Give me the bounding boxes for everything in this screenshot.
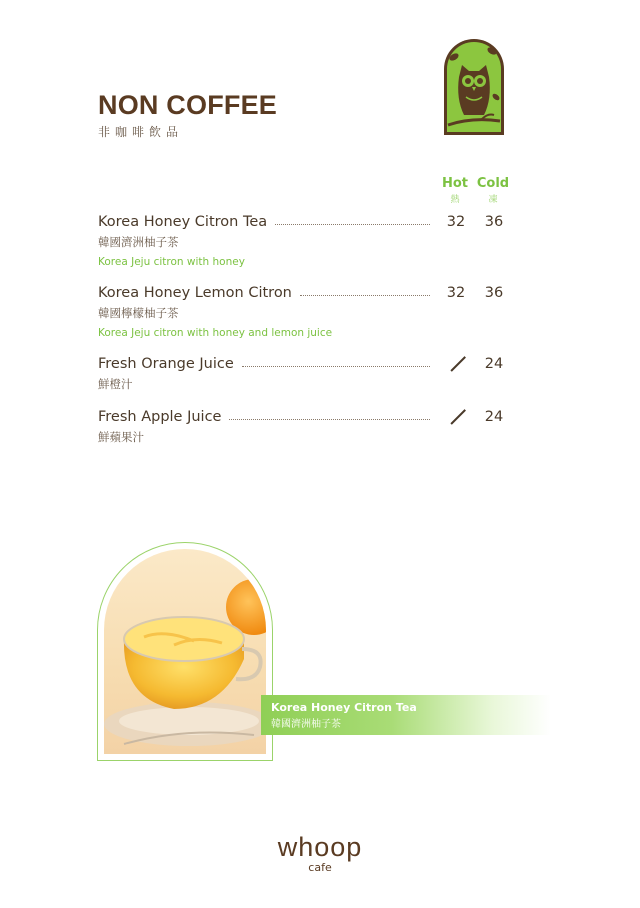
item-description: Korea Jeju citron with honey: [98, 256, 245, 268]
column-label-hot: Hot: [441, 176, 469, 191]
item-name-zh: 韓國濟洲柚子茶: [98, 235, 179, 249]
caption-english: Korea Honey Citron Tea: [271, 701, 417, 714]
menu-item: [98, 283, 518, 339]
item-name: Korea Honey Lemon Citron: [98, 285, 292, 301]
not-available-slash-icon: [440, 408, 472, 426]
leader-dots: [300, 295, 430, 296]
price-hot: 32: [446, 214, 466, 230]
page-title: NON COFFEE: [98, 90, 278, 120]
caption-chinese: 韓國濟洲柚子茶: [271, 719, 341, 730]
citron-tea-photo: [104, 549, 266, 754]
menu-item: [98, 354, 518, 392]
menu-item: [98, 407, 518, 445]
brand-subtitle: cafe: [308, 861, 332, 874]
item-name-zh: 鮮橙汁: [98, 377, 133, 391]
feature-caption: [261, 695, 551, 735]
brand-name: whoop: [277, 832, 363, 862]
price-cold: 36: [484, 285, 504, 301]
price-cold: 36: [484, 214, 504, 230]
item-name: Fresh Orange Juice: [98, 356, 234, 372]
item-name: Fresh Apple Juice: [98, 409, 222, 425]
price-cold: 24: [484, 409, 504, 425]
item-name: Korea Honey Citron Tea: [98, 214, 268, 230]
brand-logo: [0, 832, 640, 874]
leader-dots: [229, 419, 430, 420]
not-available-slash-icon: [440, 355, 472, 373]
menu-item: [98, 212, 518, 268]
column-label-hot-zh: 熱: [450, 195, 460, 205]
price-cold: 24: [484, 356, 504, 372]
page-subtitle: 非咖啡飲品: [98, 125, 184, 139]
leader-dots: [275, 224, 430, 225]
column-label-cold: Cold: [476, 176, 510, 191]
item-name-zh: 韓國檸檬柚子茶: [98, 306, 179, 320]
column-header-cold: [473, 176, 513, 205]
column-header-hot: [435, 176, 475, 205]
item-description: Korea Jeju citron with honey and lemon juice: [98, 327, 333, 339]
price-hot: 32: [446, 285, 466, 301]
item-name-zh: 鮮蘋果汁: [98, 430, 144, 444]
owl-logo-icon: [442, 37, 506, 137]
feature-photo-frame: [97, 542, 273, 761]
column-label-cold-zh: 凍: [488, 195, 498, 205]
leader-dots: [242, 366, 430, 367]
